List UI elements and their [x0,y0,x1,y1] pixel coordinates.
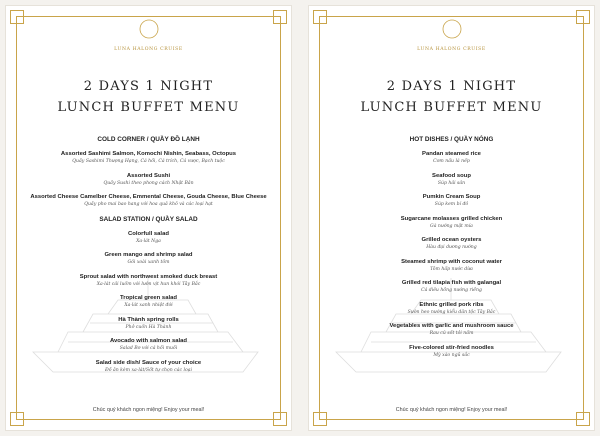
dish-name: Steamed shrimp with coconut water [401,258,502,265]
menu-item [20,295,277,309]
dish-name-vi: Quầy pho mai bao hang với hoa quả khô và các loại hạt [84,202,213,208]
menu-item [323,345,580,359]
dish-name: Vegetables with garlic and mushroom sauce [389,323,514,330]
dish-name: Salad side dish/ Sauce of your choice [95,359,202,366]
menu-item [323,280,580,294]
menu-item [20,151,277,165]
dish-name: Five-colored stir-fried noodles [409,344,494,351]
dish-name: Tropical green salad [120,295,177,302]
menu-item [20,173,277,187]
section-heading-cold-corner: COLD CORNER / QUẦY ĐỒ LẠNH [97,136,200,143]
menu-title-line1: 2 DAYS 1 NIGHT [83,79,214,94]
menu-item [323,151,580,165]
dish-name-vi: Sườn heo nướng kiểu dân tộc Tây Bắc [407,309,496,315]
menu-item [20,360,277,374]
menu-content [20,136,277,381]
menu-item [20,231,277,245]
menu-item [323,194,580,208]
menu-title-line2: LUNCH BUFFET MENU [360,100,543,115]
dish-name-vi: Tôm hấp nước dừa [430,266,473,272]
dish-name: Green mango and shrimp salad [104,252,193,259]
dish-name-vi: Hàu đại dương nướng [426,245,477,251]
dish-name: Colorfull salad [128,230,169,237]
dish-name: Grilled ocean oysters [421,237,482,244]
dish-name-vi: Xa-lát Nga [136,238,161,244]
dish-name-vi: Súp kem bí đỏ [434,202,469,208]
dish-name: Seafood soup [432,172,471,179]
dish-name-vi: Quầy Sushi theo phong cách Nhật Bản [103,180,194,186]
menu-title-line2: LUNCH BUFFET MENU [57,100,240,115]
menu-item [20,274,277,288]
menu-title-line1: 2 DAYS 1 NIGHT [386,79,517,94]
dish-name-vi: Quầy Sashimi Thượng Hạng, Cá hồi, Cá trích, Cá vược, Bạch tuộc [72,159,225,165]
brand-logo [417,18,487,52]
dish-name: Hà Thành spring rolls [118,316,179,323]
menu-item [20,338,277,352]
dish-name-vi: Mỳ xào ngũ sắc [433,353,470,358]
moon-logo-icon [138,18,160,40]
brand-logo [114,18,184,52]
dish-name-vi: Salad Bơ với cá hồi muối [119,346,178,352]
dish-name: Avocado with salmon salad [109,338,188,345]
menu-item [323,237,580,251]
section-heading-salad: SALAD STATION / QUẦY SALAD [99,215,198,223]
dish-name: Pandan steamed rice [422,151,481,157]
dish-name: Sugarcane molasses grilled chicken [400,215,503,222]
menu-item [323,216,580,230]
footer-message: Chúc quý khách ngon miệng! Enjoy your meal! [92,407,205,413]
dish-name-vi: Súp hải sản [437,180,466,186]
menu-content [323,136,580,366]
dish-name-vi: Đồ ăn kèm xa-lát/Sốt tự chọn các loại [105,368,192,373]
menu-item [20,252,277,266]
menu-page-right [309,6,594,430]
dish-name-vi: Cá diêu hồng nướng riềng [421,288,482,294]
dish-name-vi: Gà nướng mật mía [430,223,473,229]
dish-name: Ethnic grilled pork ribs [419,301,484,308]
menu-item [323,323,580,337]
menu-item [20,317,277,331]
dish-name-vi: Cơm nấu lá nếp [433,159,470,165]
dish-name: Grilled red tilapia fish with galangal [401,280,502,287]
moon-logo-icon [441,18,463,40]
footer-message: Chúc quý khách ngon miệng! Enjoy your meal! [395,407,508,413]
dish-name-vi: Xa-lát xanh nhiệt đới [124,303,173,309]
brand-name: LUNA HALONG CRUISE [417,47,486,52]
menu-item [323,259,580,273]
dish-name: Assorted Sashimi Salmon, Komochi Nishin, Seabass, Octopus [60,151,237,157]
dish-name: Sprout salad with northwest smoked duck breast [79,273,218,280]
dish-name: Assorted Sushi [126,172,171,179]
menu-page-left [6,6,291,430]
dish-name: Assorted Cheese Camelber Cheese, Emmental Cheese, Gouda Cheese, Blue Cheese [30,194,267,201]
brand-name: LUNA HALONG CRUISE [114,47,183,52]
menu-item [323,302,580,316]
dish-name-vi: Xa-lát cải luốm với lườn vịt hun khói Tây Bắc [96,281,201,287]
dish-name-vi: Gỏi xoài xanh tôm [127,260,170,266]
menu-item [323,173,580,187]
dish-name-vi: Rau củ sốt tỏi nấm [429,331,474,337]
menu-item [20,194,277,208]
section-heading-hot-dishes: HOT DISHES / QUẦY NÓNG [409,136,494,143]
dish-name: Pumkin Cream Soup [422,194,481,201]
dish-name-vi: Phở cuốn Hà Thành [125,324,172,330]
